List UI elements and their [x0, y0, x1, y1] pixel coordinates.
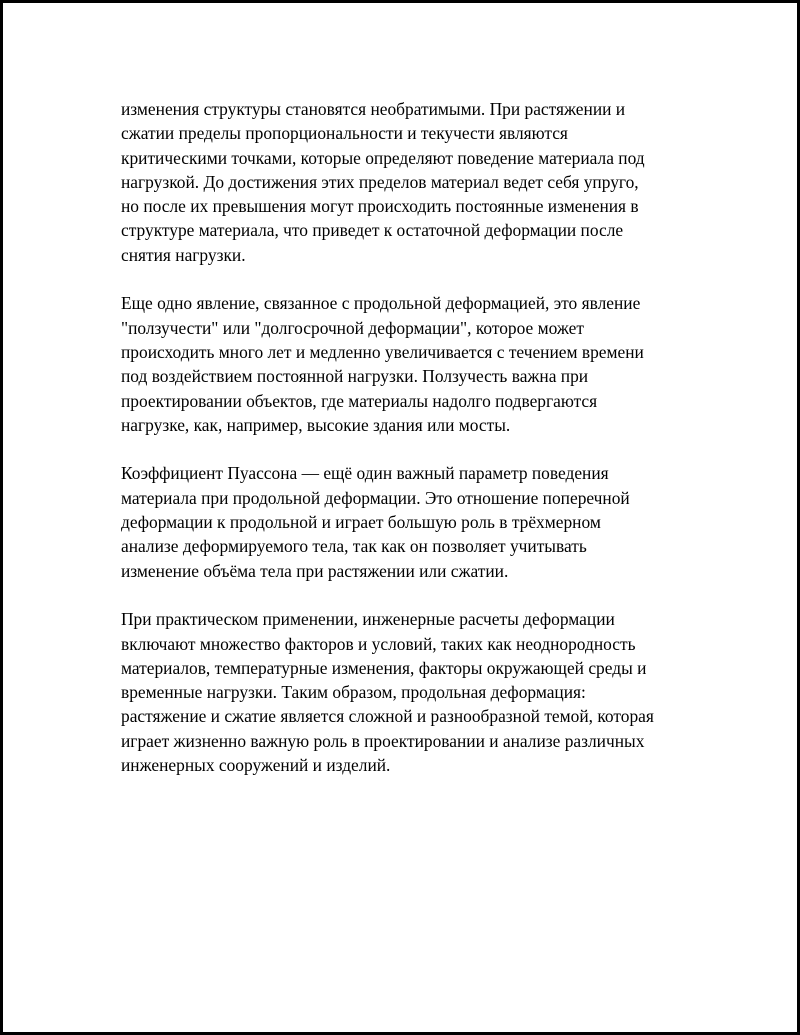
paragraph-creep: Еще одно явление, связанное с продольной деформацией, это явление "ползучести" или "долгосрочной деформации", которое может происходить много лет и медленно увеличивается с течением времени под воздействием постоянной нагрузки. Ползучесть важна при проектировании объектов, где материалы надолго подвергаются нагрузке, как, например, высокие здания или мосты.	[121, 293, 644, 435]
paragraph-poisson-ratio: Коэффициент Пуассона — ещё один важный параметр поведения материала при продольной деформации. Это отношение поперечной деформации к продольной и играет большую роль в трёхмерном анализе деформируемого тела, так как он позволяет учитывать изменение объёма тела при растяжении или сжатии.	[121, 463, 630, 581]
paragraph-yield-limits: изменения структуры становятся необратимыми. При растяжении и сжатии пределы пропорциональности и текучести являются критическими точками, которые определяют поведение материала под нагрузкой. До достижения этих пределов материал ведет себя упруго, но после их превышения могут происходить постоянные изменения в структуре материала, что приведет к остаточной деформации после снятия нагрузки.	[121, 99, 645, 265]
document-body	[121, 97, 696, 802]
paragraph-practical-application: При практическом применении, инженерные расчеты деформации включают множество факторов и условий, таких как неоднородность материалов, температурные изменения, факторы окружающей среды и временные нагрузки. Таким образом, продольная деформация: растяжение и сжатие является сложной и разнообразной темой, которая играет жизненно важную роль в проектировании и анализе различных инженерных сооружений и изделий.	[121, 609, 654, 776]
